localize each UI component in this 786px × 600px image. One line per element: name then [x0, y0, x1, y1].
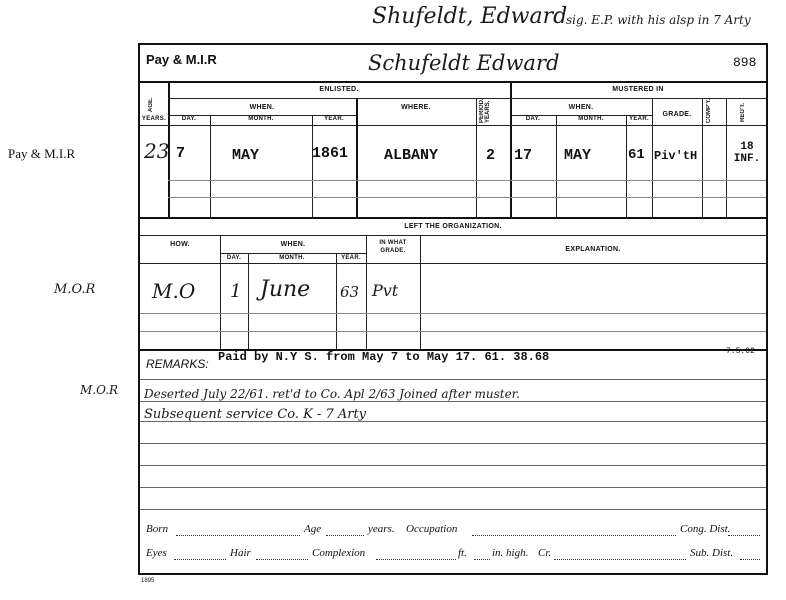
form-number: 1895: [141, 578, 155, 584]
header-in-what-grade: IN WHAT GRADE.: [379, 240, 407, 254]
footer-years: years.: [368, 523, 395, 535]
footer-cr: Cr.: [538, 547, 552, 559]
value-enlist-month: MAY: [232, 147, 260, 164]
remarks-line-1: Deserted July 22/61. ret'd to Co. Apl 2/63 Joined after muster.: [144, 387, 520, 401]
footer-eyes: Eyes: [146, 547, 167, 559]
header-mustered-when: WHEN.: [568, 104, 594, 111]
footer-sub-dist: Sub. Dist.: [690, 547, 734, 559]
margin-label-mor-2: M.O.R: [80, 383, 119, 397]
header-year: YEAR.: [324, 116, 344, 122]
header-left-month: MONTH.: [279, 255, 305, 261]
value-regiment: 18 INF.: [733, 141, 761, 165]
form-title: Pay & M.I.R: [146, 52, 217, 67]
header-when: WHEN.: [249, 104, 275, 111]
remarks-line-2: Subsequent service Co. K - 7 Arty: [144, 407, 367, 422]
header-enlisted: ENLISTED.: [319, 86, 359, 93]
header-month: MONTH.: [248, 116, 274, 122]
header-grade: GRADE.: [662, 111, 692, 118]
header-mustered-in: MUSTERED IN: [612, 86, 664, 93]
footer-ft: ft.: [458, 547, 467, 559]
value-left-day: 1: [230, 281, 242, 302]
remarks-label: REMARKS:: [146, 357, 209, 371]
header-left-year: YEAR.: [341, 255, 361, 261]
left-organization-title: LEFT THE ORGANIZATION.: [404, 223, 502, 230]
footer-in-high: in. high.: [492, 547, 529, 559]
card-number: 898: [733, 55, 757, 70]
value-enlist-year: 1861: [312, 145, 349, 162]
footer-hair: Hair: [230, 547, 251, 559]
header-day: DAY.: [181, 116, 197, 122]
value-left-grade: Pvt: [372, 281, 399, 300]
header-regiment: REG'T.: [740, 102, 746, 122]
value-period: 2: [486, 147, 496, 164]
name-signature: Schufeldt Edward: [368, 51, 560, 75]
header-left-day: DAY.: [226, 255, 242, 261]
header-left-when: WHEN.: [280, 241, 306, 248]
value-left-month: June: [260, 277, 311, 302]
header-muster-day: DAY.: [525, 116, 541, 122]
header-explanation: EXPLANATION.: [565, 246, 621, 253]
header-period: PERIOD. YEARS.: [479, 98, 491, 123]
header-age: AGE.: [148, 97, 154, 113]
footer-born: Born: [146, 523, 168, 535]
footer-age: Age: [304, 523, 322, 535]
value-enlist-where: ALBANY: [384, 147, 439, 164]
margin-label-mor-1: M.O.R: [54, 282, 96, 297]
value-muster-year: 61: [628, 147, 645, 163]
remarks-paid-line: Paid by N.Y S. from May 7 to May 17. 61. 38.68: [218, 350, 550, 364]
header-company: COMP'Y.: [706, 98, 712, 123]
footer-occupation: Occupation: [406, 523, 458, 535]
top-name-annotation: Shufeldt, Edward: [372, 4, 568, 29]
value-left-year: 63: [340, 283, 360, 301]
top-note-annotation: sig. E.P. with his alsp in 7 Arty: [566, 13, 751, 27]
header-how: HOW.: [170, 241, 190, 248]
value-muster-day: 17: [514, 147, 533, 164]
remarks-stamp-date: 7.5.02: [726, 347, 755, 356]
value-enlist-day: 7: [176, 145, 186, 162]
footer-cong-dist: Cong. Dist.: [680, 523, 731, 535]
muster-card: [138, 43, 768, 575]
footer-complexion: Complexion: [312, 547, 366, 559]
margin-label-pay-mir: Pay & M.I.R: [8, 146, 76, 161]
value-grade: Piv'tH: [654, 149, 698, 163]
header-years: YEARS.: [141, 116, 167, 122]
header-where: WHERE.: [401, 104, 431, 111]
value-muster-month: MAY: [564, 147, 592, 164]
value-age: 23: [144, 139, 170, 163]
value-left-how: M.O: [152, 279, 196, 303]
header-muster-month: MONTH.: [578, 116, 604, 122]
header-muster-year: YEAR.: [629, 116, 649, 122]
